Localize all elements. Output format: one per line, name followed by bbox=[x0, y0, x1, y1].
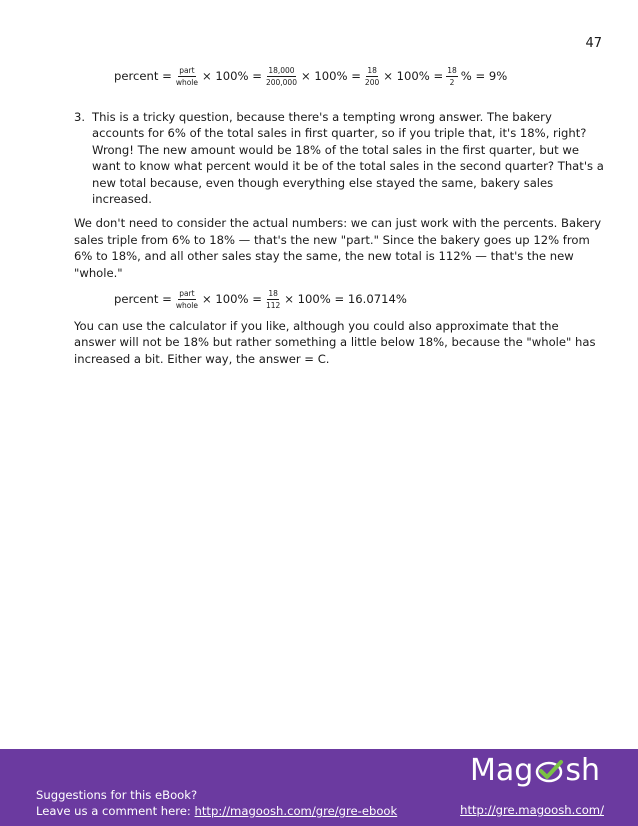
magoosh-logo bbox=[470, 753, 600, 788]
numerator: part bbox=[179, 66, 195, 75]
numerator: part bbox=[179, 289, 195, 299]
eq-text: percent = bbox=[114, 292, 172, 307]
eq-text: × 100% = bbox=[202, 69, 262, 84]
denominator: 200,000 bbox=[265, 78, 297, 87]
list-item-text: This is a tricky question, because there's a tempting wrong answer. The bakery accounts for 6% of the total sales in first quarter, so if you triple that, it's 18%, right? Wrong! The new amount would be 18% of the total sales in the first quarter, but we want to know what percent would it be of the total sales in the second quarter? That's a new total because, even though everything else stayed the same, bakery sales increased. bbox=[92, 110, 604, 207]
footer-line bbox=[36, 803, 397, 819]
eq-text: % = 9% bbox=[460, 69, 508, 84]
denominator: 112 bbox=[265, 301, 281, 311]
paragraph: We don't need to consider the actual numbers: we can just work with the percents. Bakery sales triple from 6% to 18% — that's the new "part." Since the bakery goes up 12% from 6% to 18%, and all other sales stay the same, the new total is 112% — that's the new "whole." bbox=[74, 216, 602, 280]
numerator: 18 bbox=[268, 289, 278, 299]
fraction bbox=[446, 66, 458, 87]
eq-text: × 100% = 16.0714% bbox=[284, 292, 407, 307]
ebook-comment-link[interactable]: http://magoosh.com/gre/gre-ebook bbox=[194, 804, 398, 818]
fraction bbox=[175, 289, 199, 310]
magoosh-site-link[interactable]: http://gre.magoosh.com/ bbox=[460, 803, 604, 817]
numerator: 18 bbox=[367, 66, 377, 75]
list-item-number: 3. bbox=[74, 110, 86, 124]
footer-line: Suggestions for this eBook? bbox=[36, 788, 198, 802]
footer-left bbox=[36, 787, 397, 819]
denominator: whole bbox=[175, 78, 198, 87]
check-icon bbox=[534, 759, 564, 783]
denominator: 200 bbox=[364, 78, 380, 87]
fraction bbox=[364, 66, 380, 87]
denominator: whole bbox=[175, 301, 198, 311]
numerator: 18,000 bbox=[268, 66, 295, 75]
eq-text: × 100% = bbox=[300, 69, 361, 84]
fraction bbox=[265, 289, 281, 310]
footer bbox=[0, 749, 638, 826]
eq-text: × 100% = bbox=[383, 69, 444, 84]
paragraph: You can use the calculator if you like, although you could also approximate that the answer will not be 18% but rather something a little below 18%, because the "whole" has increased a bit. Either way, the answer = C. bbox=[74, 319, 596, 366]
fraction bbox=[175, 66, 199, 87]
fraction bbox=[265, 66, 298, 87]
footer-text: Leave us a comment here: bbox=[36, 804, 195, 818]
logo-text: sh bbox=[565, 753, 600, 788]
eq-text: × 100% = bbox=[202, 292, 262, 307]
eq-text: percent = bbox=[114, 69, 172, 84]
denominator: 2 bbox=[449, 78, 455, 87]
page-number: 47 bbox=[585, 36, 602, 51]
equation-mid bbox=[114, 289, 604, 310]
equation-top bbox=[114, 66, 604, 87]
footer-right bbox=[460, 803, 604, 817]
logo-text: Mag bbox=[470, 753, 534, 788]
page-content bbox=[74, 60, 604, 367]
numerator: 18 bbox=[447, 66, 457, 75]
list-item-3 bbox=[74, 109, 604, 207]
